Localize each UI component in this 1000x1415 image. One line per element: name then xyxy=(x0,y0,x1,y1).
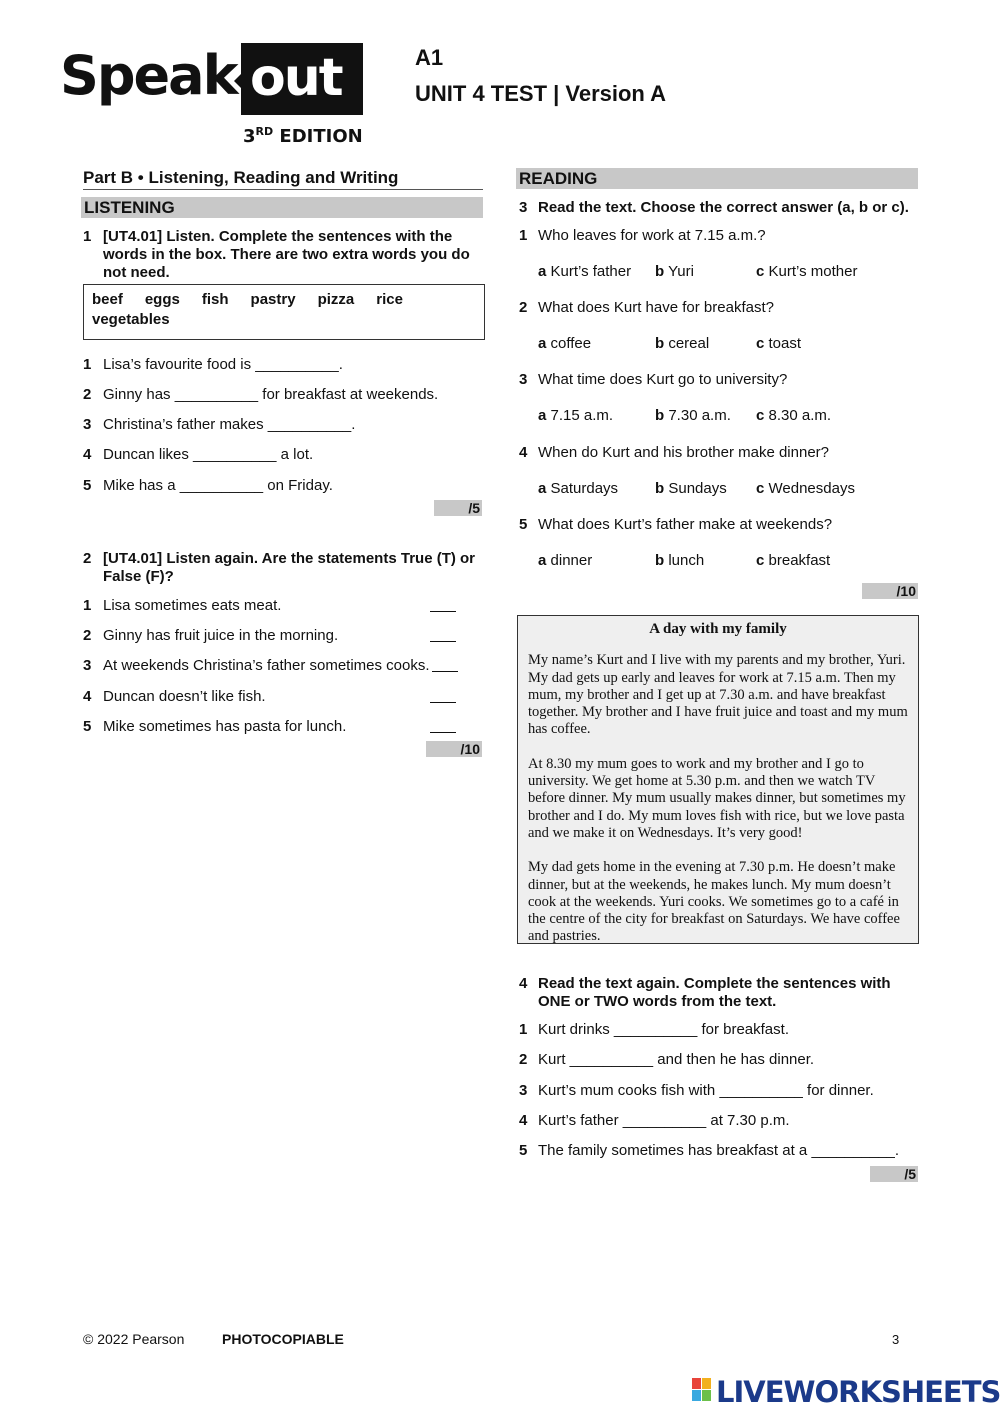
option-b[interactable]: b Yuri xyxy=(655,263,694,280)
ex4-item: Kurt drinks __________ for breakfast. xyxy=(538,1021,789,1038)
item-number: 3 xyxy=(83,416,92,433)
listening-heading: LISTENING xyxy=(81,197,483,218)
item-number: 4 xyxy=(83,688,92,705)
ex4-item: Kurt’s father __________ at 7.30 p.m. xyxy=(538,1112,790,1129)
logo-notch xyxy=(234,72,243,90)
answer-line[interactable] xyxy=(430,702,456,703)
ex3-question: What time does Kurt go to university? xyxy=(538,371,788,388)
option-a[interactable]: a dinner xyxy=(538,552,593,569)
ex1-instruction: [UT4.01] Listen. Complete the sentences with the words in the box. There are two extra words you do not need. xyxy=(103,228,470,281)
ex4-item: Kurt __________ and then he has dinner. xyxy=(538,1051,815,1068)
item-number: 3 xyxy=(83,657,92,674)
item-number: 4 xyxy=(83,446,92,463)
ex2-instruction: [UT4.01] Listen again. Are the statements True (T) or False (F)? xyxy=(103,550,476,585)
ex1-item: Lisa’s favourite food is __________. xyxy=(103,356,343,373)
liveworksheets-watermark: LIVEWORKSHEETS xyxy=(716,1375,1000,1409)
unit-title: UNIT 4 TEST | Version A xyxy=(415,81,667,106)
ex4-number: 4 xyxy=(519,975,528,992)
ex3-question: What does Kurt’s father make at weekends? xyxy=(538,516,833,533)
option-a[interactable]: a Saturdays xyxy=(538,480,619,497)
ex3-instruction: Read the text. Choose the correct answer (a, b or c). xyxy=(538,199,909,216)
part-title: Part B • Listening, Reading and Writing xyxy=(83,168,483,190)
liveworksheets-logo-icon xyxy=(692,1378,712,1402)
item-number: 5 xyxy=(83,718,92,735)
ex3-score: /10 xyxy=(862,583,918,599)
reading-paragraph: My name’s Kurt and I live with my parents and my brother, Yuri. My dad gets up early and leaves for work at 7.15 a.m. Then my mum, my brother and I get up at 7.30 a.m. and have breakfast together. My brother and I have fruit juice and toast and my mum has coffee. xyxy=(528,652,908,738)
ex2-item: Ginny has fruit juice in the morning. xyxy=(103,627,339,644)
word-box-item: fish xyxy=(201,291,229,308)
ex4-score: /5 xyxy=(870,1166,918,1182)
word-box-item: rice xyxy=(376,291,403,308)
item-number: 2 xyxy=(519,299,528,316)
option-c[interactable]: c Wednesdays xyxy=(756,480,855,497)
ex2-number: 2 xyxy=(83,550,92,567)
ex3-question: When do Kurt and his brother make dinner? xyxy=(538,444,829,461)
option-a[interactable]: a 7.15 a.m. xyxy=(538,407,614,424)
reading-heading: READING xyxy=(516,168,918,189)
ex2-item: Mike sometimes has pasta for lunch. xyxy=(103,718,347,735)
item-number: 4 xyxy=(519,444,528,461)
option-a[interactable]: a coffee xyxy=(538,335,592,352)
ex4-instruction: Read the text again. Complete the sentences with ONE or TWO words from the text. xyxy=(538,975,891,1010)
option-a[interactable]: a Kurt’s father xyxy=(538,263,632,280)
word-box-item: pastry xyxy=(250,291,296,308)
item-number: 1 xyxy=(83,356,92,373)
item-number: 5 xyxy=(519,1142,528,1159)
ex1-number: 1 xyxy=(83,228,92,245)
ex3-number: 3 xyxy=(519,199,528,216)
ex3-question: What does Kurt have for breakfast? xyxy=(538,299,774,316)
word-box-item: vegetables xyxy=(92,311,170,328)
word-box-item: pizza xyxy=(317,291,355,308)
ex1-score: /5 xyxy=(434,500,482,516)
item-number: 3 xyxy=(519,1082,528,1099)
item-number: 2 xyxy=(83,627,92,644)
item-number: 3 xyxy=(519,371,528,388)
ex2-item: At weekends Christina’s father sometimes cooks. xyxy=(103,657,430,674)
item-number: 1 xyxy=(519,1021,528,1038)
option-b[interactable]: b cereal xyxy=(655,335,710,352)
item-number: 1 xyxy=(519,227,528,244)
answer-line[interactable] xyxy=(430,611,456,612)
option-c[interactable]: c Kurt’s mother xyxy=(756,263,858,280)
ex3-question: Who leaves for work at 7.15 a.m.? xyxy=(538,227,766,244)
ex2-item: Lisa sometimes eats meat. xyxy=(103,597,282,614)
option-c[interactable]: c 8.30 a.m. xyxy=(756,407,832,424)
ex4-item: The family sometimes has breakfast at a __________. xyxy=(538,1142,900,1159)
logo-out: out xyxy=(250,48,342,108)
copyright: © 2022 Pearson xyxy=(83,1331,185,1347)
item-number: 2 xyxy=(519,1051,528,1068)
answer-line[interactable] xyxy=(432,671,458,672)
option-b[interactable]: b Sundays xyxy=(655,480,727,497)
level: A1 xyxy=(415,45,444,70)
ex1-item: Christina’s father makes __________. xyxy=(103,416,356,433)
ex1-item: Ginny has __________ for breakfast at weekends. xyxy=(103,386,439,403)
logo-speak: Speak xyxy=(60,44,237,107)
option-b[interactable]: b 7.30 a.m. xyxy=(655,407,731,424)
item-number: 5 xyxy=(83,477,92,494)
item-number: 5 xyxy=(519,516,528,533)
ex1-item: Duncan likes __________ a lot. xyxy=(103,446,314,463)
reading-text-box xyxy=(517,615,919,944)
answer-line[interactable] xyxy=(430,732,456,733)
reading-paragraph: At 8.30 my mum goes to work and my brother and I go to university. We get home at 5.30 p.m. and then we watch TV before dinner. My mum usually makes dinner, but sometimes my brother and I do. My mum loves fish with rice, but we love pasta and we make it on Wednesdays. It’s very good! xyxy=(528,755,906,841)
option-c[interactable]: c toast xyxy=(756,335,802,352)
reading-paragraph: My dad gets home in the evening at 7.30 p.m. He doesn’t make dinner, but at the weekends, he makes lunch. My mum doesn’t cook at the weekends. Yuri cooks. We sometimes go to a café in the centre of the city for breakfast on Saturdays. We have coffee and pastries. xyxy=(528,859,900,945)
ex1-item: Mike has a __________ on Friday. xyxy=(103,477,333,494)
word-box-item: eggs xyxy=(144,291,180,308)
option-b[interactable]: b lunch xyxy=(655,552,705,569)
item-number: 2 xyxy=(83,386,92,403)
answer-line[interactable] xyxy=(430,641,456,642)
item-number: 4 xyxy=(519,1112,528,1129)
ex2-score: /10 xyxy=(426,741,482,757)
photocopiable-label: PHOTOCOPIABLE xyxy=(222,1331,344,1347)
logo-edition: 3RD EDITION xyxy=(243,125,363,147)
ex2-item: Duncan doesn’t like fish. xyxy=(103,688,266,705)
page-number: 3 xyxy=(892,1332,900,1347)
word-box xyxy=(83,284,485,340)
word-box-item: beef xyxy=(92,291,123,308)
reading-text-title: A day with my family xyxy=(649,621,787,637)
option-c[interactable]: c breakfast xyxy=(756,552,831,569)
item-number: 1 xyxy=(83,597,92,614)
ex4-item: Kurt’s mum cooks fish with __________ for dinner. xyxy=(538,1082,874,1099)
